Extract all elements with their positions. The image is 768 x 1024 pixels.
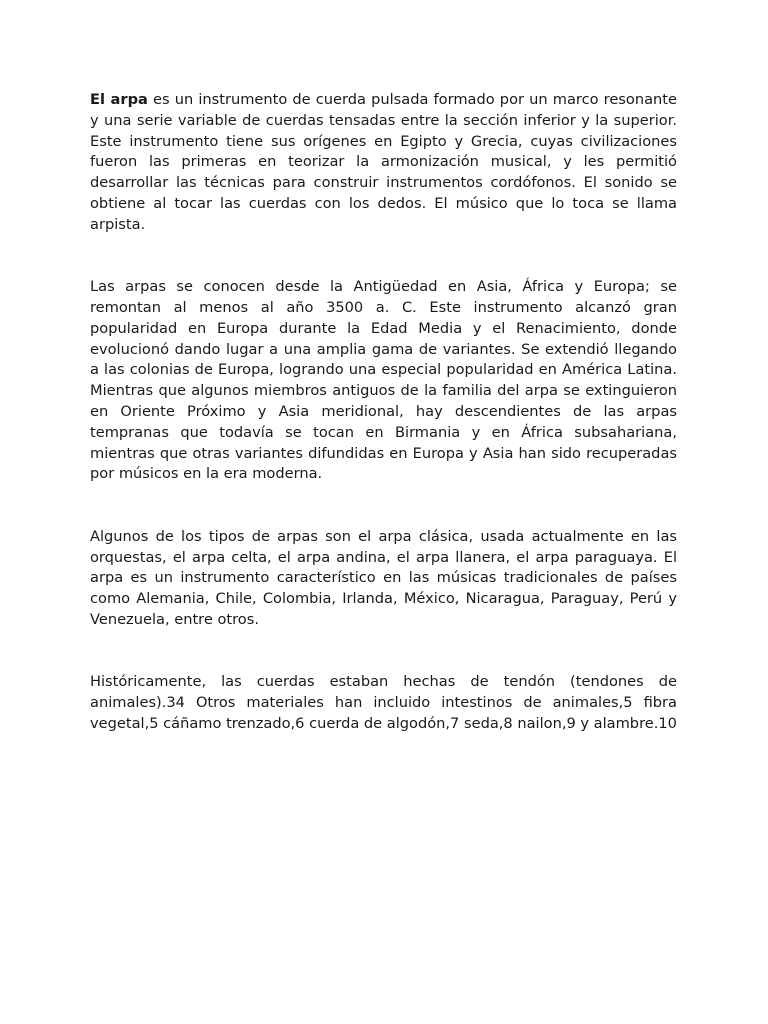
document-page [90, 90, 677, 776]
paragraph-intro [90, 90, 677, 236]
paragraph-history: Las arpas se conocen desde la Antigüedad en Asia, África y Europa; se remontan al menos al año 3500 a. C. Este instrumento alcanzó gran popularidad en Europa durante la Edad Media y el Renacimiento, donde evolucionó dando lugar a una amplia gama de variantes. Se extendió llegando a las colonias de Europa, logrando una especial popularidad en América Latina. Mientras que algunos miembros antiguos de la familia del arpa se extinguieron en Oriente Próximo y Asia meridional, hay descendientes de las arpas tempranas que todavía se tocan en Birmania y en África subsahariana, mientras que otras variantes difundidas en Europa y Asia han sido recuperadas por músicos en la era moderna. [90, 278, 677, 483]
paragraph-types: Algunos de los tipos de arpas son el arpa clásica, usada actualmente en las orquestas, el arpa celta, el arpa andina, el arpa llanera, el arpa paraguaya. El arpa es un instrumento característico en las músicas tradicionales de países como Alemania, Chile, Colombia, Irlanda, México, Nicaragua, Paraguay, Perú y Venezuela, entre otros. [90, 527, 677, 628]
paragraph-text: es un instrumento de cuerda pulsada formado por un marco resonante y una serie variable de cuerdas tensadas entre la sección inferior y la superior. Este instrumento tiene sus orígenes en Egipto y Grecia, cuyas civilizaciones fueron las primeras en teorizar la armonización musical, y les permitió desarrollar las técnicas para construir instrumentos cordófonos. El sonido se obtiene al tocar las cuerdas con los dedos. El músico que lo toca se llama arpista. [90, 91, 677, 233]
paragraph-lead-term: El arpa [90, 91, 148, 108]
paragraph-materials: Históricamente, las cuerdas estaban hechas de tendón (tendones de animales).34 Otros materiales han incluido intestinos de animales,5 fibra vegetal,5 cáñamo trenzado,6 cuerda de algodón,7 seda,8 nailon,9 y alambre.10 [90, 673, 677, 732]
